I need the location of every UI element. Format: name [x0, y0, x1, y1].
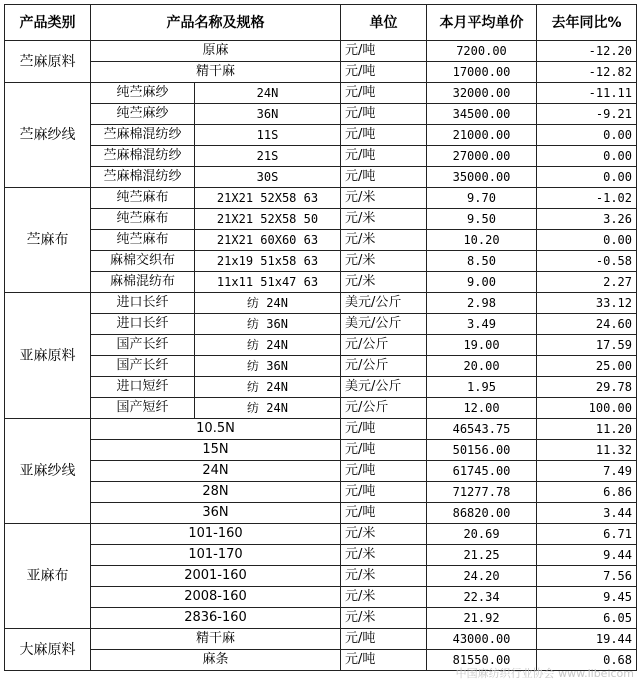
avg-price-cell: 3.49	[427, 314, 537, 335]
unit-cell: 元/公斤	[341, 398, 427, 419]
product-name-cell: 原麻	[91, 41, 341, 62]
unit-cell: 元/吨	[341, 482, 427, 503]
product-name-cell: 2008-160	[91, 587, 341, 608]
unit-cell: 元/吨	[341, 419, 427, 440]
unit-cell: 元/吨	[341, 167, 427, 188]
yoy-cell: 0.00	[537, 125, 637, 146]
table-row	[5, 566, 637, 587]
avg-price-cell: 24.20	[427, 566, 537, 587]
product-name-cell: 精干麻	[91, 62, 341, 83]
avg-price-cell: 34500.00	[427, 104, 537, 125]
product-name-cell: 国产长纤	[91, 335, 195, 356]
unit-cell: 元/吨	[341, 62, 427, 83]
unit-cell: 元/吨	[341, 83, 427, 104]
unit-cell: 元/吨	[341, 146, 427, 167]
table-row	[5, 41, 637, 62]
category-cell: 苎麻原料	[5, 41, 91, 83]
table-row	[5, 335, 637, 356]
avg-price-cell: 2.98	[427, 293, 537, 314]
category-cell: 苎麻布	[5, 188, 91, 293]
avg-price-cell: 61745.00	[427, 461, 537, 482]
product-spec-cell: 21X21 52X58 50	[195, 209, 341, 230]
avg-price-cell: 12.00	[427, 398, 537, 419]
unit-cell: 美元/公斤	[341, 293, 427, 314]
table-row	[5, 125, 637, 146]
unit-cell: 元/米	[341, 251, 427, 272]
table-row	[5, 293, 637, 314]
product-spec-cell: 纺 24N	[195, 293, 341, 314]
yoy-cell: 17.59	[537, 335, 637, 356]
product-spec-cell: 21X21 52X58 63	[195, 188, 341, 209]
product-name-cell: 101-160	[91, 524, 341, 545]
yoy-cell: 6.86	[537, 482, 637, 503]
product-spec-cell: 21S	[195, 146, 341, 167]
unit-cell: 元/公斤	[341, 356, 427, 377]
yoy-cell: 9.44	[537, 545, 637, 566]
unit-cell: 元/米	[341, 545, 427, 566]
table-row	[5, 461, 637, 482]
avg-price-cell: 20.00	[427, 356, 537, 377]
table-row	[5, 209, 637, 230]
avg-price-cell: 7200.00	[427, 41, 537, 62]
yoy-cell: 7.56	[537, 566, 637, 587]
yoy-cell: 24.60	[537, 314, 637, 335]
unit-cell: 元/米	[341, 209, 427, 230]
table-row	[5, 314, 637, 335]
table-row	[5, 62, 637, 83]
product-name-cell: 纯苎麻布	[91, 230, 195, 251]
unit-cell: 元/米	[341, 524, 427, 545]
product-name-cell: 进口短纤	[91, 377, 195, 398]
table-row	[5, 482, 637, 503]
avg-price-cell: 32000.00	[427, 83, 537, 104]
unit-cell: 元/吨	[341, 650, 427, 671]
avg-price-cell: 9.50	[427, 209, 537, 230]
category-cell: 大麻原料	[5, 629, 91, 671]
category-cell: 苎麻纱线	[5, 83, 91, 188]
product-name-cell: 精干麻	[91, 629, 341, 650]
product-spec-cell: 21x19 51x58 63	[195, 251, 341, 272]
table-row	[5, 629, 637, 650]
product-name-cell: 15N	[91, 440, 341, 461]
product-spec-cell: 36N	[195, 104, 341, 125]
product-spec-cell: 纺 24N	[195, 398, 341, 419]
product-name-cell: 2836-160	[91, 608, 341, 629]
header-category: 产品类别	[5, 5, 91, 41]
table-row	[5, 608, 637, 629]
product-name-cell: 国产短纤	[91, 398, 195, 419]
avg-price-cell: 20.69	[427, 524, 537, 545]
product-name-cell: 28N	[91, 482, 341, 503]
yoy-cell: 9.45	[537, 587, 637, 608]
avg-price-cell: 1.95	[427, 377, 537, 398]
avg-price-cell: 27000.00	[427, 146, 537, 167]
product-name-cell: 麻棉交织布	[91, 251, 195, 272]
table-row	[5, 356, 637, 377]
yoy-cell: 6.71	[537, 524, 637, 545]
unit-cell: 美元/公斤	[341, 314, 427, 335]
price-table	[4, 4, 637, 671]
unit-cell: 元/米	[341, 272, 427, 293]
product-name-cell: 进口长纤	[91, 314, 195, 335]
unit-cell: 元/吨	[341, 125, 427, 146]
table-row	[5, 398, 637, 419]
table-row	[5, 419, 637, 440]
category-cell: 亚麻布	[5, 524, 91, 629]
avg-price-cell: 71277.78	[427, 482, 537, 503]
unit-cell: 美元/公斤	[341, 377, 427, 398]
yoy-cell: 3.44	[537, 503, 637, 524]
yoy-cell: 0.00	[537, 146, 637, 167]
category-cell: 亚麻纱线	[5, 419, 91, 524]
yoy-cell: 11.32	[537, 440, 637, 461]
product-name-cell: 苎麻棉混纺纱	[91, 167, 195, 188]
table-row	[5, 251, 637, 272]
product-spec-cell: 纺 36N	[195, 356, 341, 377]
yoy-cell: 7.49	[537, 461, 637, 482]
table-row	[5, 272, 637, 293]
unit-cell: 元/米	[341, 587, 427, 608]
header-name-spec: 产品名称及规格	[91, 5, 341, 41]
avg-price-cell: 8.50	[427, 251, 537, 272]
avg-price-cell: 21.92	[427, 608, 537, 629]
product-name-cell: 苎麻棉混纺纱	[91, 146, 195, 167]
product-spec-cell: 11x11 51x47 63	[195, 272, 341, 293]
table-row	[5, 545, 637, 566]
header-yoy: 去年同比%	[537, 5, 637, 41]
product-name-cell: 纯苎麻布	[91, 188, 195, 209]
avg-price-cell: 9.00	[427, 272, 537, 293]
avg-price-cell: 17000.00	[427, 62, 537, 83]
product-spec-cell: 30S	[195, 167, 341, 188]
table-row	[5, 167, 637, 188]
table-body	[5, 41, 637, 671]
avg-price-cell: 22.34	[427, 587, 537, 608]
product-name-cell: 纯苎麻布	[91, 209, 195, 230]
avg-price-cell: 50156.00	[427, 440, 537, 461]
table-row	[5, 146, 637, 167]
unit-cell: 元/公斤	[341, 335, 427, 356]
table-row	[5, 230, 637, 251]
yoy-cell: 29.78	[537, 377, 637, 398]
table-row	[5, 440, 637, 461]
product-name-cell: 24N	[91, 461, 341, 482]
avg-price-cell: 35000.00	[427, 167, 537, 188]
avg-price-cell: 43000.00	[427, 629, 537, 650]
table-row	[5, 524, 637, 545]
yoy-cell: 100.00	[537, 398, 637, 419]
header-unit: 单位	[341, 5, 427, 41]
unit-cell: 元/吨	[341, 440, 427, 461]
avg-price-cell: 19.00	[427, 335, 537, 356]
product-name-cell: 苎麻棉混纺纱	[91, 125, 195, 146]
product-name-cell: 进口长纤	[91, 293, 195, 314]
yoy-cell: 0.00	[537, 230, 637, 251]
product-spec-cell: 纺 24N	[195, 335, 341, 356]
product-spec-cell: 24N	[195, 83, 341, 104]
avg-price-cell: 9.70	[427, 188, 537, 209]
table-row	[5, 587, 637, 608]
table-row	[5, 377, 637, 398]
yoy-cell: 0.00	[537, 167, 637, 188]
product-name-cell: 2001-160	[91, 566, 341, 587]
header-avg-price: 本月平均单价	[427, 5, 537, 41]
product-name-cell: 10.5N	[91, 419, 341, 440]
product-name-cell: 纯苎麻纱	[91, 104, 195, 125]
avg-price-cell: 81550.00	[427, 650, 537, 671]
avg-price-cell: 10.20	[427, 230, 537, 251]
unit-cell: 元/吨	[341, 461, 427, 482]
yoy-cell: 2.27	[537, 272, 637, 293]
yoy-cell: -1.02	[537, 188, 637, 209]
product-spec-cell: 纺 24N	[195, 377, 341, 398]
product-spec-cell: 11S	[195, 125, 341, 146]
avg-price-cell: 21.25	[427, 545, 537, 566]
yoy-cell: 19.44	[537, 629, 637, 650]
product-spec-cell: 21X21 60X60 63	[195, 230, 341, 251]
product-name-cell: 101-170	[91, 545, 341, 566]
table-row	[5, 503, 637, 524]
unit-cell: 元/米	[341, 188, 427, 209]
product-name-cell: 36N	[91, 503, 341, 524]
yoy-cell: -12.20	[537, 41, 637, 62]
avg-price-cell: 86820.00	[427, 503, 537, 524]
avg-price-cell: 46543.75	[427, 419, 537, 440]
unit-cell: 元/米	[341, 608, 427, 629]
header-row	[5, 5, 637, 41]
product-name-cell: 麻棉混纺布	[91, 272, 195, 293]
yoy-cell: 6.05	[537, 608, 637, 629]
yoy-cell: 3.26	[537, 209, 637, 230]
product-name-cell: 麻条	[91, 650, 341, 671]
yoy-cell: -0.58	[537, 251, 637, 272]
product-name-cell: 国产长纤	[91, 356, 195, 377]
yoy-cell: 0.68	[537, 650, 637, 671]
unit-cell: 元/吨	[341, 104, 427, 125]
table-row	[5, 83, 637, 104]
product-spec-cell: 纺 36N	[195, 314, 341, 335]
unit-cell: 元/吨	[341, 629, 427, 650]
table-row	[5, 188, 637, 209]
unit-cell: 元/吨	[341, 503, 427, 524]
category-cell: 亚麻原料	[5, 293, 91, 419]
yoy-cell: 25.00	[537, 356, 637, 377]
product-name-cell: 纯苎麻纱	[91, 83, 195, 104]
yoy-cell: -12.82	[537, 62, 637, 83]
yoy-cell: 11.20	[537, 419, 637, 440]
avg-price-cell: 21000.00	[427, 125, 537, 146]
unit-cell: 元/吨	[341, 41, 427, 62]
yoy-cell: -11.11	[537, 83, 637, 104]
yoy-cell: 33.12	[537, 293, 637, 314]
watermark: 中国麻纺织行业协会 www.libeicom	[455, 667, 634, 680]
unit-cell: 元/米	[341, 566, 427, 587]
unit-cell: 元/米	[341, 230, 427, 251]
table-row	[5, 104, 637, 125]
table-header	[5, 5, 637, 41]
yoy-cell: -9.21	[537, 104, 637, 125]
